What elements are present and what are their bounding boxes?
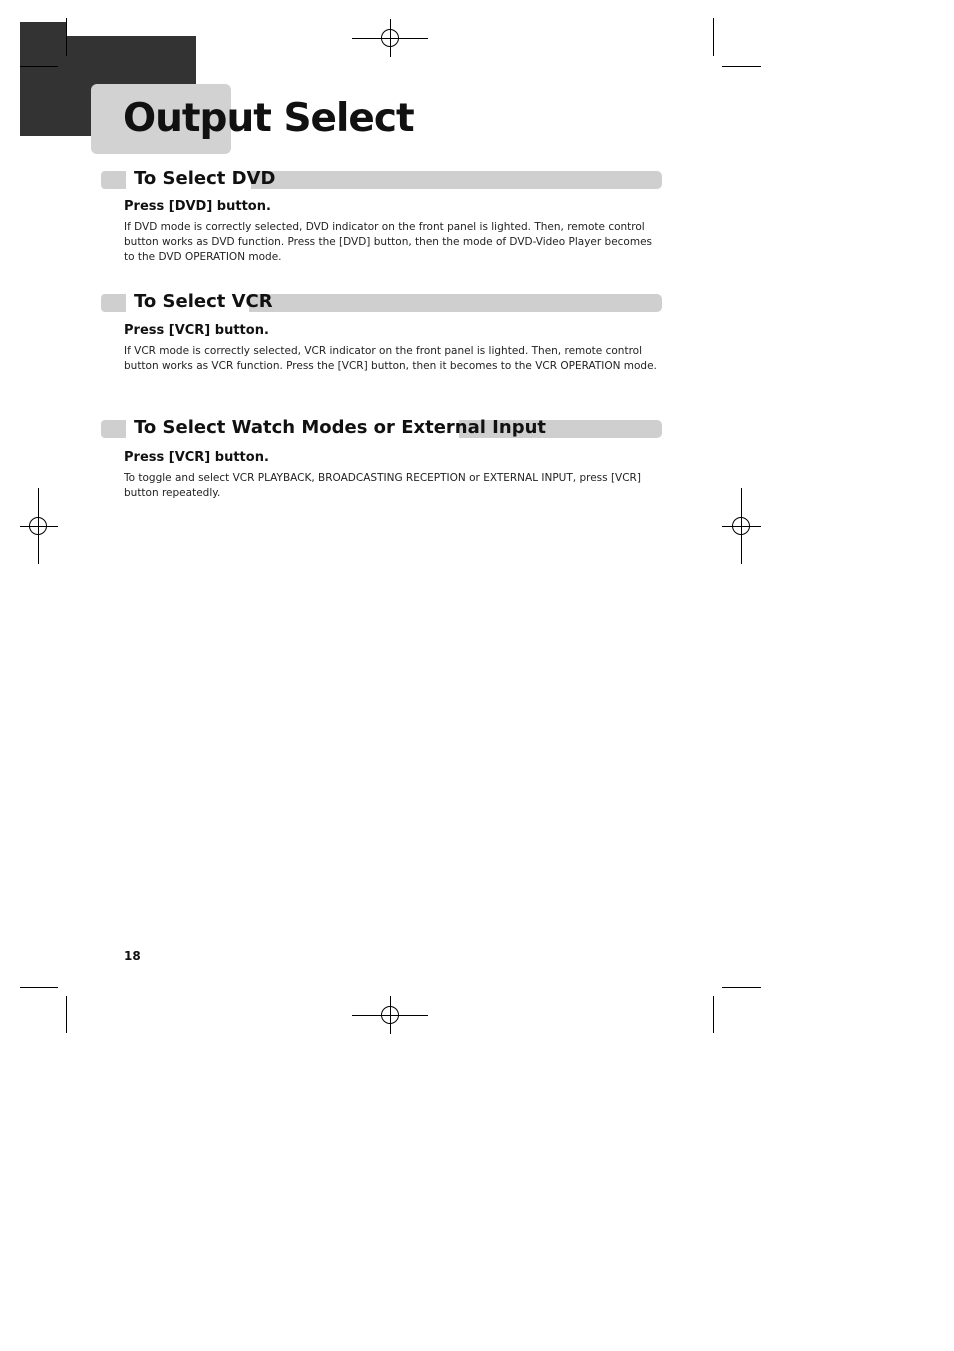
crop-mark — [20, 66, 58, 67]
section-title: To Select DVD — [134, 168, 276, 189]
registration-mark-icon — [381, 29, 399, 47]
crop-mark — [713, 996, 714, 1033]
section-body: To toggle and select VCR PLAYBACK, BROADCASTING RECEPTION or EXTERNAL INPUT, press [VCR] button repeatedly. — [124, 472, 641, 499]
section-subheading: Press [DVD] button. — [124, 199, 271, 214]
section-subheading: Press [VCR] button. — [124, 450, 269, 465]
section-bar — [249, 294, 662, 312]
page-number: 18 — [124, 949, 141, 963]
registration-mark-icon — [29, 517, 47, 535]
section-header-vcr — [101, 291, 662, 312]
section-pill — [101, 171, 126, 189]
section-header-dvd — [101, 168, 662, 189]
section-title: To Select Watch Modes or External Input — [134, 417, 546, 438]
crop-mark — [20, 987, 58, 988]
registration-mark-icon — [732, 517, 750, 535]
section-subheading: Press [VCR] button. — [124, 323, 269, 338]
section-body: If VCR mode is correctly selected, VCR indicator on the front panel is lighted. Then, remote control button works as VCR function. Press the [VCR] button, then it becomes to the VCR OPERATION mode. — [124, 345, 657, 372]
registration-mark-icon — [381, 1006, 399, 1024]
crop-mark — [66, 18, 67, 56]
crop-mark — [713, 18, 714, 56]
corner-block-top — [20, 22, 66, 36]
section-pill — [101, 420, 126, 438]
section-body: If DVD mode is correctly selected, DVD indicator on the front panel is lighted. Then, remote control button works as DVD function. Press the [DVD] button, then the mode of DVD-Video Player becomes to the DVD OPERATION mode. — [124, 221, 653, 263]
crop-mark — [66, 996, 67, 1033]
section-bar — [251, 171, 662, 189]
section-pill — [101, 294, 126, 312]
crop-mark — [722, 987, 761, 988]
crop-mark — [722, 66, 761, 67]
section-title: To Select VCR — [134, 291, 273, 312]
section-header-watch-modes — [101, 417, 662, 438]
page-title: Output Select — [123, 96, 414, 141]
